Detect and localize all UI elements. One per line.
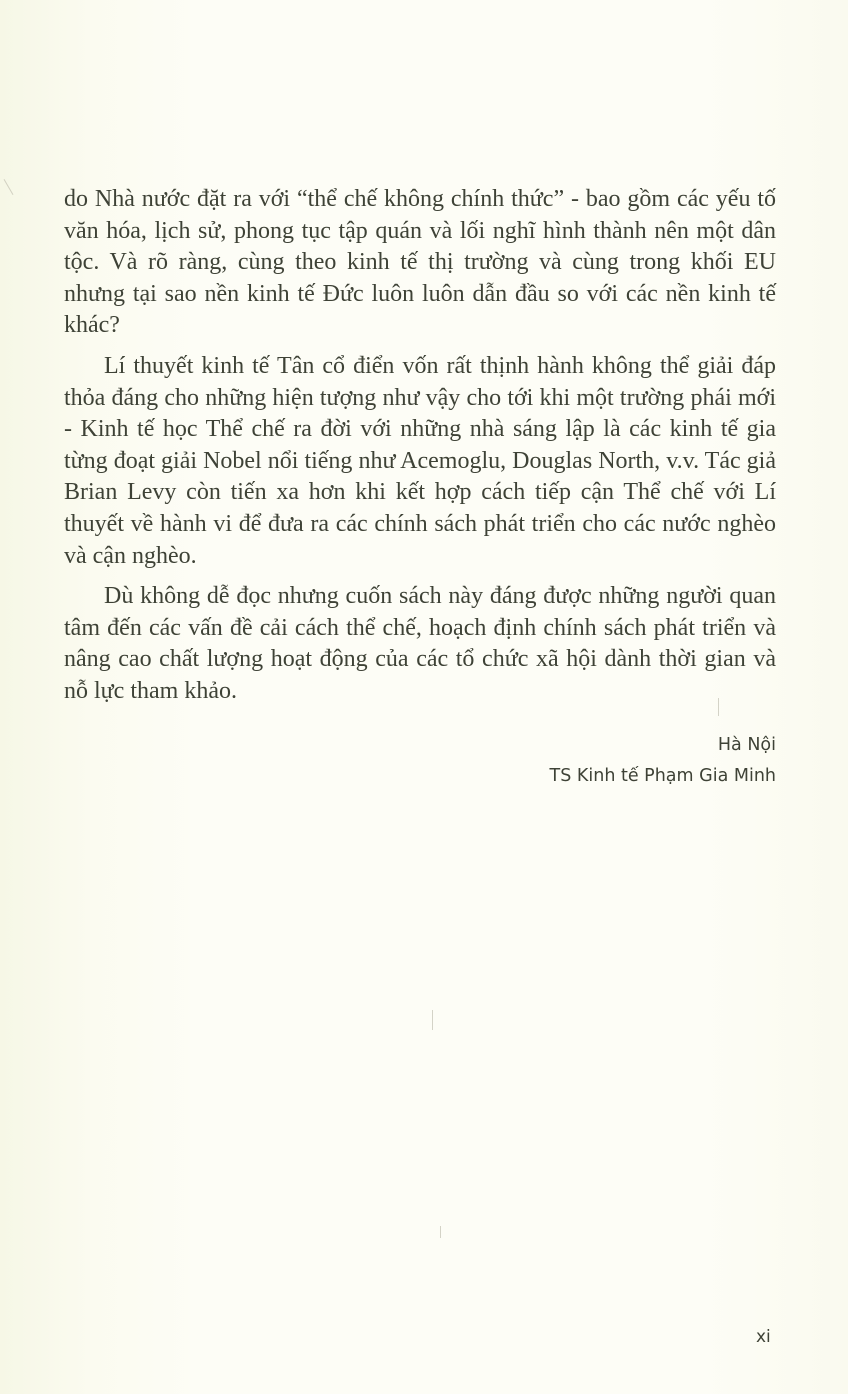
signature-author: TS Kinh tế Phạm Gia Minh <box>549 766 776 786</box>
page-number: xi <box>756 1327 771 1347</box>
body-text <box>64 184 776 717</box>
signature-block <box>550 730 776 792</box>
paragraph-2: Lí thuyết kinh tế Tân cổ điển vốn rất thịnh hành không thể giải đáp thỏa đáng cho những hiện tượng như vậy cho tới khi một trường phái mới - Kinh tế học Thể chế ra đời với những nhà sáng lập là các kinh tế gia từng đoạt giải Nobel nổi tiếng như Acemoglu, Douglas North, v.v. Tác giả Brian Levy còn tiến xa hơn khi kết hợp cách tiếp cận Thể chế với Lí thuyết về hành vi để đưa ra các chính sách phát triển cho các nước nghèo và cận nghèo. <box>64 352 776 569</box>
scan-mark <box>718 698 719 716</box>
scan-mark <box>432 1010 433 1030</box>
signature-place: Hà Nội <box>717 735 776 755</box>
paragraph-1: do Nhà nước đặt ra với “thể chế không chính thức” - bao gồm các yếu tố văn hóa, lịch sử, phong tục tập quán và lối nghĩ hình thành nên một dân tộc. Và rõ ràng, cùng theo kinh tế thị trường và cùng trong khối EU nhưng tại sao nền kinh tế Đức luôn luôn dẫn đầu so với các nền kinh tế khác? <box>64 186 776 339</box>
scan-mark <box>440 1226 441 1238</box>
paragraph-3: Dù không dễ đọc nhưng cuốn sách này đáng được những người quan tâm đến các vấn đề cải cách thể chế, hoạch định chính sách phát triển và nâng cao chất lượng hoạt động của các tổ chức xã hội dành thời gian và nỗ lực tham khảo. <box>64 583 776 704</box>
scan-mark <box>4 179 14 195</box>
